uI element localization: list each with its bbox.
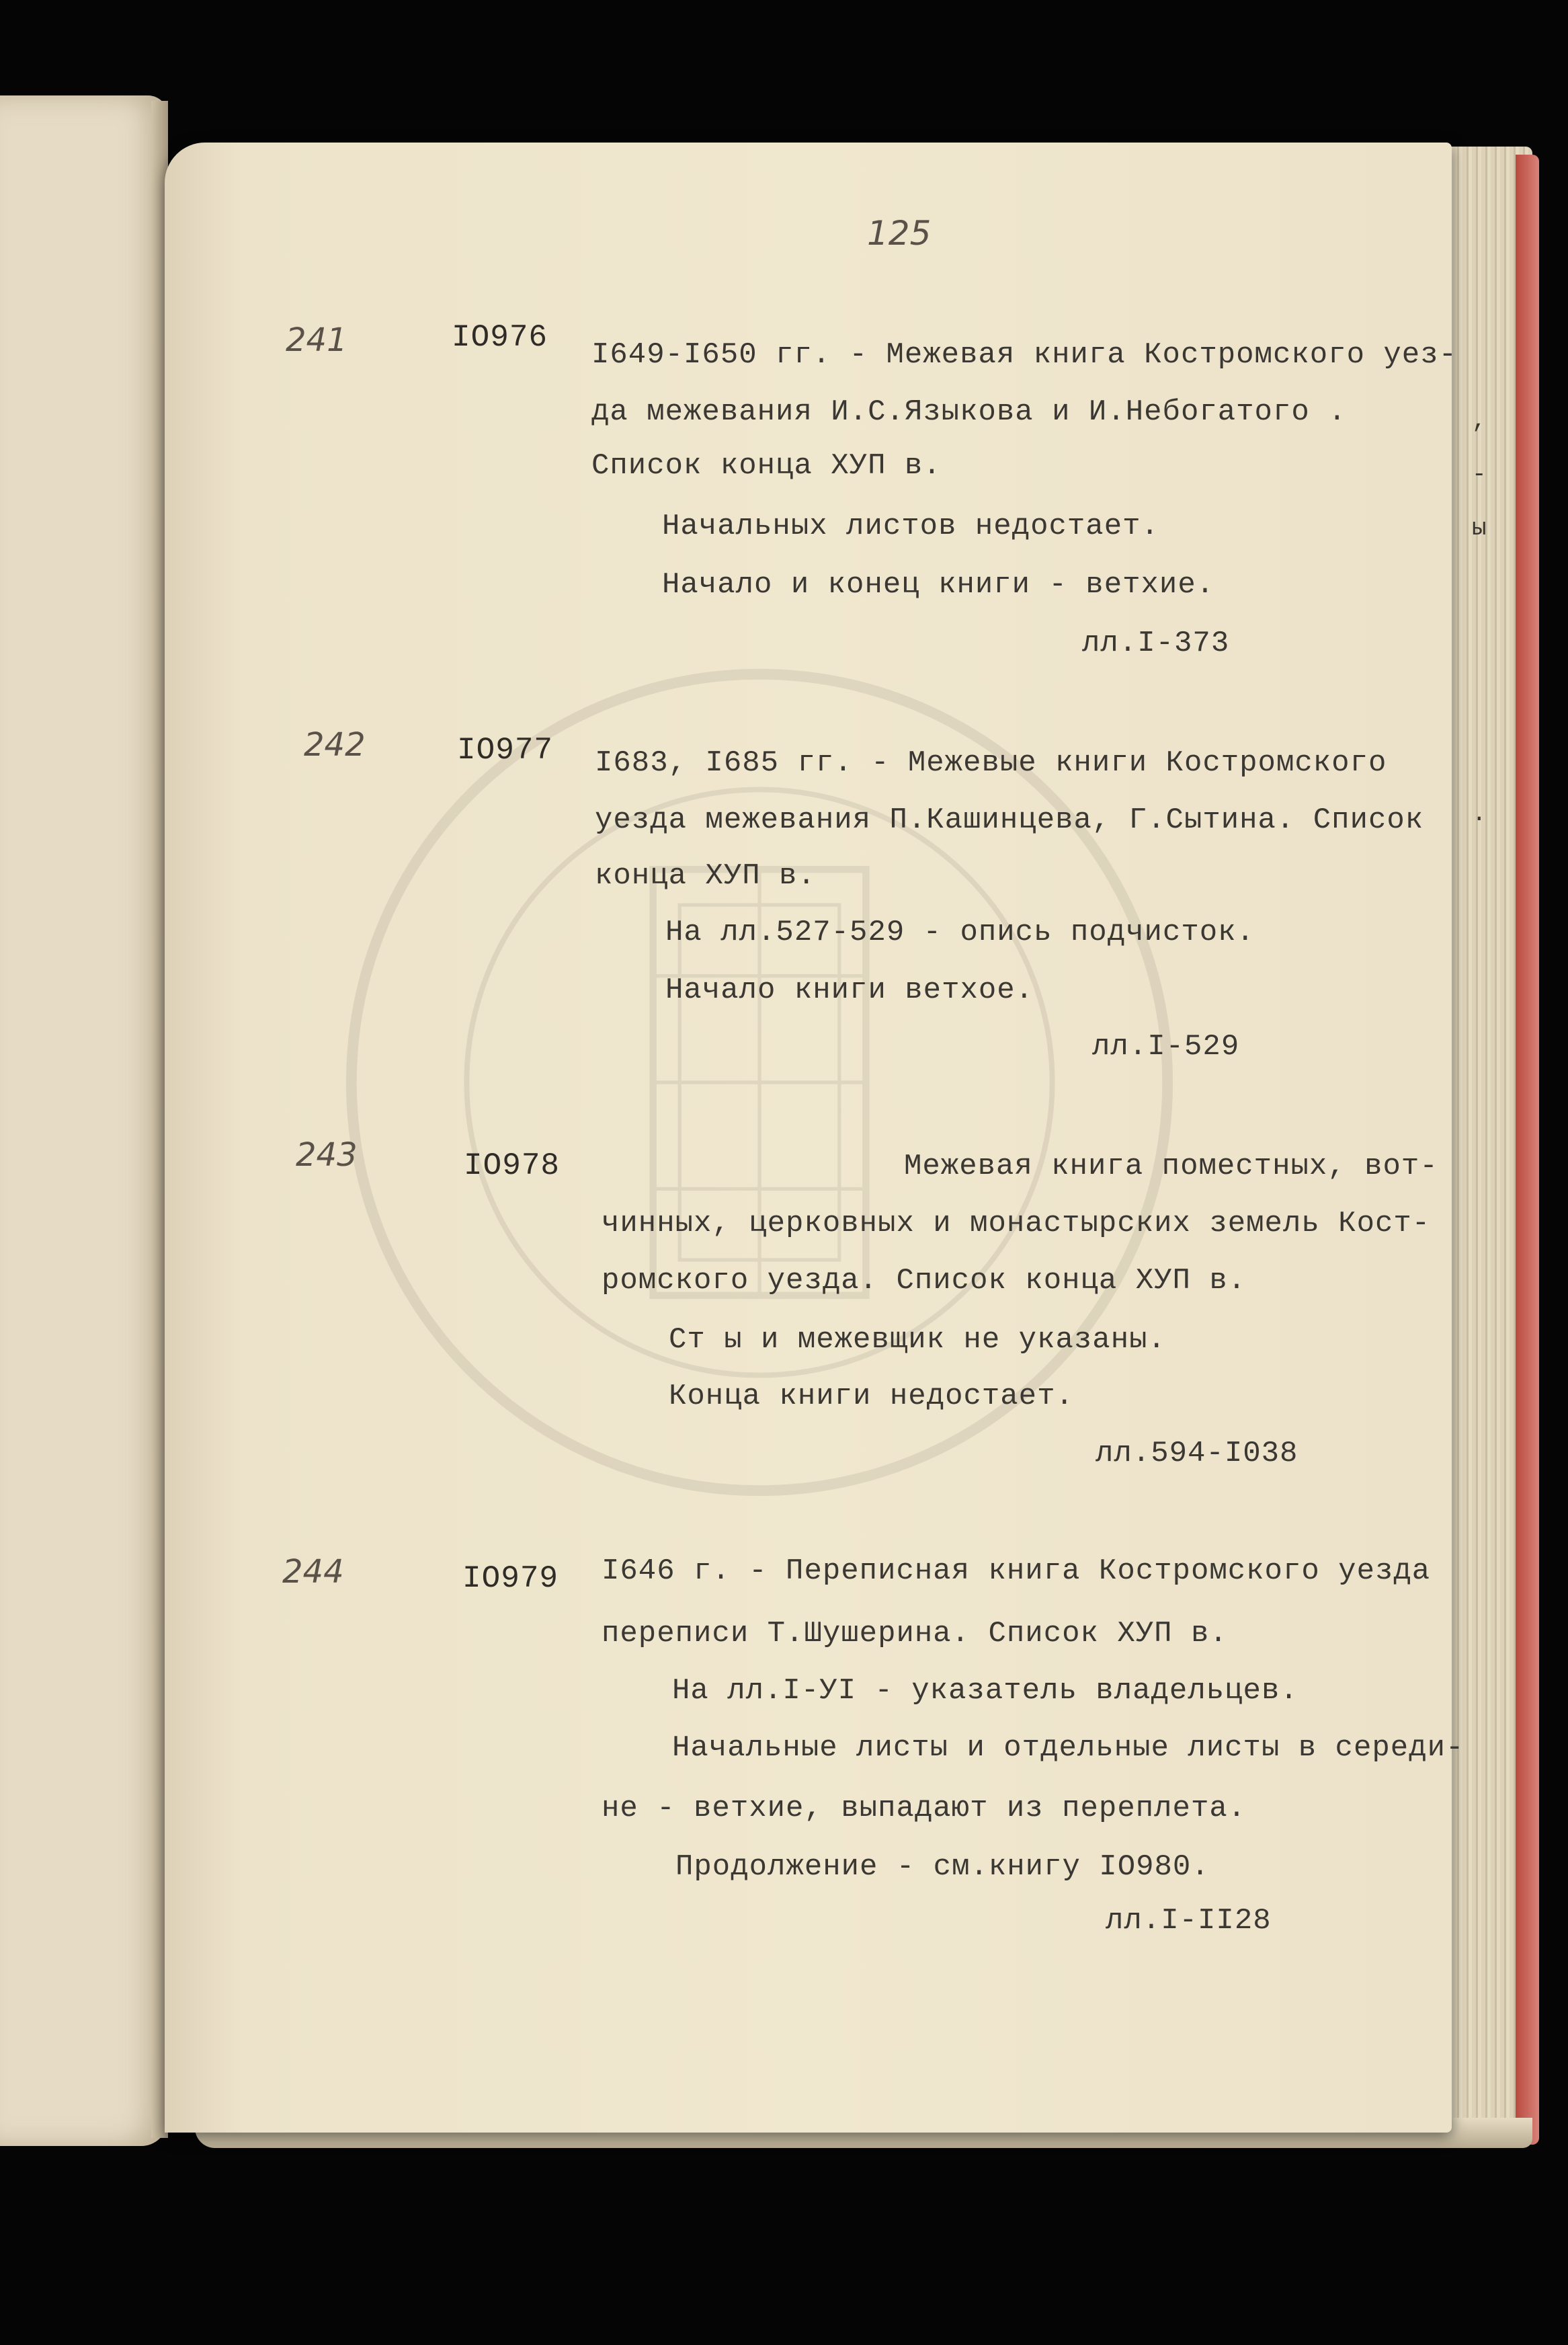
entry-line: Начало книги ветхое. — [665, 973, 1034, 1007]
margin-mark: . — [1472, 800, 1487, 828]
page-number: 125 — [867, 214, 932, 253]
entry-archive-code: IO976 — [452, 320, 548, 355]
entry-line: чинных, церковных и монастырских земель Кост- — [602, 1207, 1431, 1240]
entry-line: Начальные листы и отдельные листы в середи- — [672, 1731, 1464, 1765]
entry-archive-code: IO978 — [464, 1148, 561, 1183]
entry-sequence-number: 241 — [286, 321, 347, 359]
entry-line: Межевая книга поместных, вот- — [904, 1150, 1438, 1183]
entry-archive-code: IO977 — [457, 733, 554, 768]
entry-folios: лл.I-II28 — [1106, 1904, 1272, 1938]
entry-line: Продолжение - см.книгу IO980. — [675, 1850, 1210, 1884]
margin-mark: ы — [1472, 514, 1487, 542]
entry-archive-code: IO979 — [462, 1561, 559, 1596]
entry-line: не - ветхие, выпадают из переплета. — [602, 1792, 1247, 1825]
entry-line: уезда межевания П.Кашинцева, Г.Сытина. Список — [595, 803, 1424, 837]
entry-line: переписи Т.Шушерина. Список ХУП в. — [602, 1617, 1228, 1651]
entry-line: Ст ы и межевщик не указаны. — [669, 1323, 1166, 1357]
entry-line: Список конца ХУП в. — [591, 449, 942, 483]
entry-line: I649-I650 гг. - Межевая книга Костромского уез- — [591, 338, 1458, 372]
book-cover-edge — [1516, 155, 1539, 2145]
entry-line: Начальных листов недостает. — [662, 510, 1159, 543]
entry-line: На лл.527-529 - опись подчисток. — [665, 916, 1255, 949]
entry-folios: лл.I-529 — [1092, 1030, 1240, 1064]
margin-mark: - — [1472, 461, 1487, 488]
entry-line: да межевания И.С.Языкова и И.Небогатого . — [591, 395, 1347, 429]
entry-folios: лл.594-I038 — [1096, 1437, 1298, 1470]
entry-folios: лл.I-373 — [1082, 627, 1230, 660]
entry-line: I646 г. - Переписная книга Костромского уезда — [602, 1554, 1431, 1588]
margin-mark: , — [1472, 407, 1487, 434]
entry-sequence-number: 244 — [282, 1553, 344, 1591]
left-page — [0, 95, 168, 2146]
margin-marks — [1472, 397, 1499, 867]
entry-sequence-number: 242 — [304, 726, 366, 764]
document-page — [165, 143, 1452, 2133]
entry-line: Начало и конец книги - ветхие. — [662, 568, 1215, 602]
entry-sequence-number: 243 — [296, 1136, 358, 1174]
entry-line: ромского уезда. Список конца ХУП в. — [602, 1264, 1247, 1298]
entry-line: конца ХУП в. — [595, 859, 816, 893]
entry-line: Конца книги недостает. — [669, 1380, 1074, 1413]
entry-line: На лл.I-УI - указатель владельцев. — [672, 1674, 1298, 1708]
entry-line: I683, I685 гг. - Межевые книги Костромского — [595, 746, 1387, 780]
